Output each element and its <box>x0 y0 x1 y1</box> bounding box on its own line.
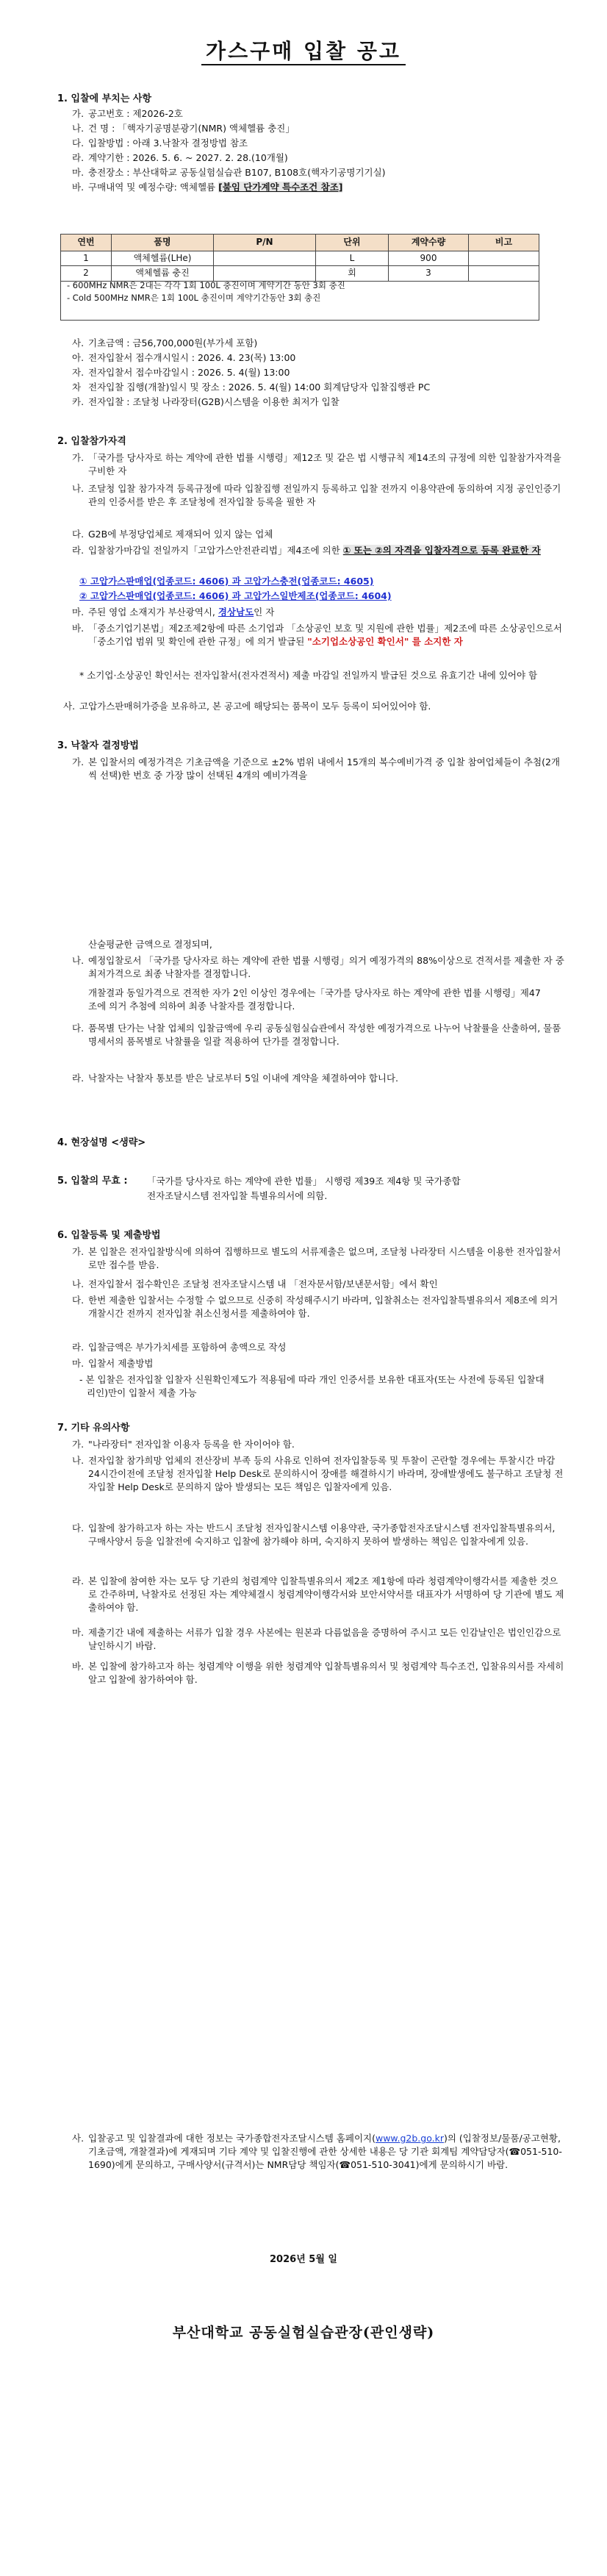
table-cell <box>214 251 316 266</box>
s1-item-b: 나. 건 명 : 「핵자기공명분광기(NMR) 액체헬륨 충진」 <box>72 123 295 134</box>
col-header: 품명 <box>112 235 214 251</box>
s7-item-d: 라. 본 입찰에 참여한 자는 모두 당 기관의 청렴계약 입찰특별유의서 제2조 제1항에 따라 청렴계약이행각서를 제출한 것으로 간주하며, 낙찰자로 선정된 자는 계약체결시 청렴계약이행각서와 보안서약서를 대표자가 서명하여 당 기관에 별도 제출하여야 함. <box>72 1575 564 1614</box>
s1-item-i: 자. 전자입찰서 접수마감일시 : 2026. 5. 4(월) 13:00 <box>72 367 290 378</box>
table-notes <box>60 276 539 321</box>
table-cell: 900 <box>389 251 469 266</box>
table-cell: 액체헬륨 충진 <box>112 266 214 281</box>
s7-item-e: 마. 제출기간 내에 제출하는 서류가 입찰 경우 사본에는 원본과 다름없음을 증명하여 주시고 모든 인감날인은 법인인감으로 날인하시기 바람. <box>72 1627 561 1652</box>
s3-item-a: 가. 본 입찰서의 예정가격은 기초금액을 기준으로 ±2% 범위 내에서 15개의 복수예비가격 중 입찰 참여업체들이 추첨(2개씩 선택)한 번호 중 가장 많이 선택된 4개의 예비가격을 <box>72 756 560 781</box>
s7-item-c: 다. 입찰에 참가하고자 하는 자는 반드시 조달청 전자입찰시스템 이용약관, 국가종합전자조달시스템 전자입찰특별유의서, 구매사양서 등을 입찰전에 숙지하고 입찰에 참가해야 하며, 숙지하지 못하여 발생하는 책임은 입찰자에게 있음. <box>72 1523 556 1548</box>
s2-item-a: 가. 「국가를 당사자로 하는 계약에 관한 법률 시행령」제12조 및 같은 법 시행규칙 제14조의 규정에 의한 입찰참가자격을 구비한 자 <box>72 452 561 477</box>
table-row <box>61 251 539 266</box>
section-7-heading: 7. 기타 유의사항 <box>57 1423 130 1434</box>
s7-item-a: 가. "나라장터" 전자입찰 이용자 등록을 한 자이어야 함. <box>72 1439 295 1450</box>
table-note: - 600MHz NMR은 2대는 각각 1회 100L 충진이며 계약기간 동안 3회 충진 <box>67 280 345 290</box>
s1-item-e: 마. 충전장소 : 부산대학교 공동실험실습관 B107, B108호(핵자기공명기기실) <box>72 167 386 178</box>
g2b-link[interactable]: www.g2b.go.kr <box>375 2133 444 2144</box>
s1-item-g: 사. 기초금액 : 금56,700,000원(부가세 포함) <box>72 337 258 348</box>
section-5-heading: 5. 입찰의 무효 : <box>57 1176 128 1187</box>
section-2-heading: 2. 입찰참가자격 <box>57 436 126 447</box>
s1-item-d: 라. 계약기한 : 2026. 5. 6. ~ 2027. 2. 28.(10개월) <box>72 152 288 163</box>
s2-item-b: 나. 조달청 입찰 참가자격 등록규정에 따라 입찰집행 전일까지 등록하고 입찰 전까지 이용약관에 동의하여 지정 공인인증기관의 인증서를 받은 후 조달청에 전자입찰 등록을 필한 자 <box>72 483 561 508</box>
s6-item-a: 가. 본 입찰은 전자입찰방식에 의하여 집행하므로 별도의 서류제출은 없으며, 조달청 나라장터 시스템을 이용한 전자입찰서로만 접수를 받음. <box>72 1246 561 1271</box>
col-header: 단위 <box>316 235 389 251</box>
section-1-heading: 1. 입찰에 부치는 사항 <box>57 93 152 104</box>
col-header: 연번 <box>61 235 112 251</box>
notice-title: 가스구매 입찰 공고 <box>0 37 607 67</box>
s2-note-smb-cert: * 소기업·소상공인 확인서는 전자입찰서(전자견적서) 제출 마감일 전일까지 발급된 것으로 유효기간 내에 있어야 함 <box>79 670 538 681</box>
s2-item-c: 다. G2B에 부정당업체로 제재되어 있지 않는 업체 <box>72 529 273 540</box>
s2-item-e: 마. 주된 영업 소재지가 부산광역시, 경상남도인 자 <box>72 607 275 618</box>
qualification-option-2: ② 고압가스판매업(업종코드: 4606) 과 고압가스일반제조(업종코드: 4604) <box>79 590 392 601</box>
s5-text: 「국가를 당사자로 하는 계약에 관한 법률」 시행령 제39조 제4항 및 국가종합 <box>147 1176 461 1187</box>
s5-text-continued: 전자조달시스템 전자입찰 특별유의서에 의함. <box>147 1190 328 1201</box>
section-6-heading: 6. 입찰등록 및 제출방법 <box>57 1230 161 1241</box>
s7-item-b: 나. 전자입찰 참가희망 업체의 전산장비 부족 등의 사유로 인하여 전자입찰등록 및 투찰이 곤란할 경우에는 투찰시간 마감 24시간이전에 조달청 전자입찰 Help Desk로 문의하시어 장애를 해결하시기 바라며, 장애발생에도 불구하고 조달청 전자입찰 Help Desk로 문의하지 않아 발생되는 모든 책임은 입찰자에게 있음. <box>72 1455 564 1493</box>
s3-item-b: 나. 예정입찰로서 「국가를 당사자로 하는 계약에 관한 법률 시행령」의거 예정가격의 88%이상으로 견적서를 제출한 자 중 최저가격으로 최종 낙찰자를 결정합니다. <box>72 955 564 980</box>
section-4-heading: 4. 현장설명 <생략> <box>57 1137 146 1148</box>
s6-item-c: 다. 한번 제출한 입찰서는 수정할 수 없으므로 신중히 작성해주시기 바라며, 입찰취소는 전자입찰특별유의서 제8조에 의거 개찰시간 전까지 전자입찰 취소신청서를 제출하여야 함. <box>72 1295 558 1320</box>
s1-item-c: 다. 입찰방법 : 아래 3.낙찰자 결정방법 참조 <box>72 137 248 149</box>
col-header: P/N <box>214 235 316 251</box>
table-cell: L <box>316 251 389 266</box>
s2-item-f: 바. 「중소기업기본법」제2조제2항에 따른 소기업과 「소상공인 보호 및 지원에 관한 법률」제2조에 따른 소상공인으로서 「중소기업 범위 및 확인에 관한 규정」에 의거 발급된 "소기업소상공인 확인서" 를 소지한 자 <box>72 623 562 648</box>
table-header-row <box>61 235 539 251</box>
col-header: 비고 <box>469 235 539 251</box>
s3-item-d: 라. 낙찰자는 낙찰자 통보를 받은 날로부터 5일 이내에 계약을 체결하여야 합니다. <box>72 1073 399 1084</box>
table-cell: 2 <box>61 266 112 281</box>
table-cell: 3 <box>389 266 469 281</box>
issuing-organization: 부산대학교 공동실험실습관장(관인생략) <box>172 2325 435 2341</box>
s6-item-b: 나. 전자입찰서 접수확인은 조달청 전자조달시스템 내 「전자문서함/보낸문서함」에서 확인 <box>72 1278 438 1289</box>
s1-item-a: 가. 공고번호 : 제2026-2호 <box>72 108 183 119</box>
table-cell: 1 <box>61 251 112 266</box>
s1-item-h: 아. 전자입찰서 접수개시일시 : 2026. 4. 23(목) 13:00 <box>72 352 296 363</box>
section-3-heading: 3. 낙찰자 결정방법 <box>57 740 139 751</box>
table-cell: 회 <box>316 266 389 281</box>
s3-item-c: 다. 품목별 단가는 낙찰 업체의 입찰금액에 우리 공동실험실습관에서 작성한 예정가격으로 나누어 낙찰률을 산출하여, 물품명세서의 품목별로 낙찰률을 일괄 적용하여 단가를 결정합니다. <box>72 1023 561 1048</box>
s1-item-f: 바. 구매내역 및 예정수량: 액체헬륨 [불임 단가계약 특수조건 참조] <box>72 182 343 193</box>
notice-date: 2026년 5월 일 <box>270 2254 337 2265</box>
s6-item-e: 마. 입찰서 제출방법 <box>72 1358 154 1369</box>
table-cell: 액체헬륨(LHe) <box>112 251 214 266</box>
s1-item-k: 카. 전자입찰 : 조달청 나라장터(G2B)시스템을 이용한 최저가 입찰 <box>72 396 340 407</box>
table-note: - Cold 500MHz NMR은 1회 100L 충진이며 계약기간동안 3회 충진 <box>67 292 321 303</box>
s7-item-f: 바. 본 입찰에 참가하고자 하는 청렴계약 이행을 위한 청렴계약 입찰특별유의서 및 청렴계약 특수조건, 입찰유의서를 자세히 알고 입찰에 참가하여야 함. <box>72 1661 564 1686</box>
s6-item-d: 라. 입찰금액은 부가가치세를 포함하여 총액으로 작성 <box>72 1342 287 1353</box>
s6-item-e-detail: - 본 입찰은 전자입찰 입찰자 신원확인제도가 적용됨에 따라 개인 인증서를 보유한 대표자(또는 사전에 등록된 입찰대리인)만이 입찰서 제출 가능 <box>79 1374 545 1399</box>
col-header: 계약수량 <box>389 235 469 251</box>
s7-item-g: 사. 입찰공고 및 입찰결과에 대한 정보는 국가종합전자조달시스템 홈페이지(www.g2b.go.kr)의 (입찰정보/물품/공고현황, 기초금액, 개찰결과)에 게재되며 기타 계약 및 입찰진행에 관한 상세한 내용은 당 기관 회계팀 계약담당자(☎051-510-1690)에게 문의하고, 구매사양서(규격서)는 NMR담당 책임자(☎051-510-3041)에게 문의하시기 바람. <box>72 2133 562 2171</box>
s2-item-g: 사. 고압가스판매허가증을 보유하고, 본 공고에 해당되는 품목이 모두 등록이 되어있어야 함. <box>63 701 431 712</box>
purchase-items-table <box>60 234 539 282</box>
s1-item-j: 차 전자입찰 집행(개찰)일시 및 장소 : 2026. 5. 4(월) 14:00 회계담당자 입찰집행관 PC <box>72 382 431 393</box>
qualification-option-1: ① 고압가스판매업(업종코드: 4606) 과 고압가스충전(업종코드: 4605) <box>79 576 374 587</box>
s2-item-d: 라. 입찰참가마감일 전일까지「고압가스안전관리법」제4조에 의한 ① 또는 ②의 자격을 입찰자격으로 등록 완료한 자 <box>72 545 541 556</box>
s3-item-b-continued: 개찰결과 동일가격으로 견적한 자가 2인 이상인 경우에는「국가를 당사자로 하는 계약에 관한 법률 시행령」제47조에 의거 추첨에 의하여 최종 낙찰자를 결정합니다. <box>88 987 541 1012</box>
s3-item-a-continued: 산술평균한 금액으로 결정되며, <box>88 939 212 950</box>
table-cell <box>469 251 539 266</box>
